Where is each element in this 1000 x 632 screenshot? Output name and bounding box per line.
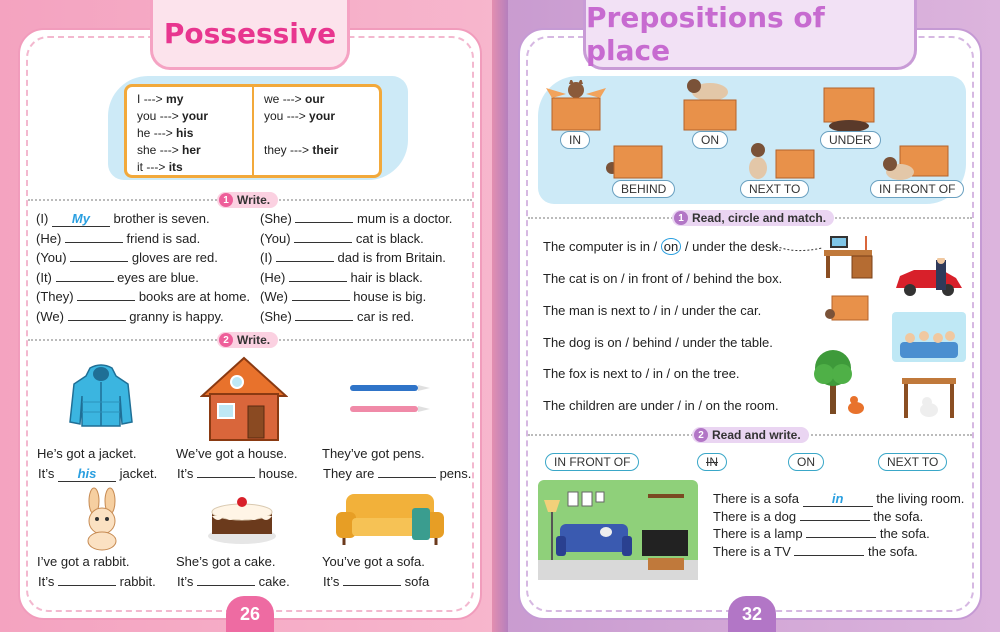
answer-blank[interactable] [800,509,870,521]
sentence-text: rabbit. [119,574,156,589]
word-bank-on: ON [788,453,824,471]
match-line [774,236,824,256]
cat-in-front-of-box-icon [880,142,950,182]
item-answer-line [38,574,156,589]
sentence-text: house is big. [353,289,427,304]
item-statement: They’ve got pens. [322,446,425,461]
sentence-text: cake. [258,574,290,589]
sentence-text: It’s [177,466,194,481]
sentence-text: the sofa. [879,526,930,541]
sentence-3[interactable]: The man is next to / in / under the car. [543,303,762,318]
pronoun-cue: (She) [260,211,292,226]
answer-blank[interactable] [65,231,123,243]
sentence-text: cat is black. [355,230,424,246]
item-answer-line [323,574,429,589]
answer-blank[interactable] [294,231,352,243]
sentence-text: the living room. [876,491,965,506]
sentence-2[interactable]: The cat is on / in front of / behind the box. [543,271,783,286]
dog-under-table-icon [900,376,958,420]
pronoun-row: you ---> your [264,109,336,123]
exercise-instruction: Write. [237,193,271,207]
sentence-text: the sofa. [868,543,918,559]
children-in-room-icon [892,312,966,362]
cat-behind-box-icon [604,144,664,180]
sentence-text: There is a dog [713,508,797,524]
cat-under-box-icon [816,86,882,132]
sentence-4[interactable]: The dog is on / behind / under the table. [543,335,773,350]
answer-blank[interactable] [806,526,876,538]
jacket-icon [66,362,136,430]
item-statement: I’ve got a rabbit. [37,554,130,569]
exercise-2-header [217,332,278,348]
sentence-text: There is a lamp [713,526,803,541]
sentence-text: granny is happy. [129,308,224,324]
word-bank-in: IN [697,453,727,471]
sentence-text: hair is black. [350,269,423,285]
answer-blank[interactable] [68,309,126,321]
sentence-text: It’s [323,574,340,589]
exercise-row [36,231,200,246]
pronoun-cue: (We) [260,289,288,304]
pronoun-column-singular [127,87,252,175]
answer-blank[interactable] [197,466,255,478]
cat-next-to-box-icon [742,138,816,180]
sentence-text: the sofa. [873,508,924,524]
pronoun-cue: (I) [260,250,273,265]
sentence-text: It’s [38,574,55,589]
exercise-row [260,250,446,265]
pronoun-row: she ---> her [137,143,201,157]
item-statement: You’ve got a sofa. [322,554,425,569]
pens-icon [346,380,436,420]
circled-answer[interactable]: on [661,238,681,255]
answer-blank[interactable] [295,211,353,223]
cake-icon [206,490,278,546]
fill-sentence [713,544,918,559]
pronoun-row: you ---> your [137,109,209,123]
prep-label-in-front-of: IN FRONT OF [870,180,964,198]
pronoun-cue: (He) [36,230,62,246]
prep-label-under: UNDER [820,131,881,149]
item-statement: He’s got a jacket. [37,446,137,461]
answer-blank[interactable] [77,289,135,301]
pronoun-cue: (We) [36,308,64,324]
item-statement: We’ve got a house. [176,446,288,461]
exercise-instruction: Read and write. [712,428,801,442]
pronoun-cue: (You) [260,230,291,246]
pronoun-column-plural [252,87,379,175]
exercise-row [260,211,452,226]
answer-blank[interactable] [70,250,128,262]
pronoun-cue: (It) [36,269,52,285]
rabbit-icon [80,487,124,551]
page-number-left: 26 [226,596,274,632]
answer-blank[interactable] [292,289,350,301]
pronoun-table [124,84,382,178]
fill-sentence [713,526,930,541]
answer-blank[interactable] [58,574,116,586]
pronoun-cue: (She) [260,308,292,324]
filled-answer[interactable]: in [803,491,873,507]
pronoun-row: we ---> our [264,92,325,106]
pronoun-row: they ---> their [264,143,339,157]
exercise-row [36,309,224,324]
sentence-text: house. [258,466,298,481]
exercise-number: 2 [694,428,708,442]
sentence-6[interactable]: The children are under / in / on the room. [543,398,779,413]
exercise-row [36,270,199,285]
sentence-text: dad is from Britain. [337,250,446,265]
prep-label-in: IN [560,131,590,149]
pronoun-cue: (He) [260,269,286,285]
pronoun-cue: (They) [36,289,74,304]
item-statement: She’s got a cake. [176,554,276,569]
fox-next-to-tree-icon [814,344,874,416]
computer-on-desk-icon [822,232,876,280]
house-icon [200,356,288,442]
exercise-number: 2 [219,333,233,347]
prep-label-behind: BEHIND [612,180,675,198]
word-bank-in-front-of: IN FRONT OF [545,453,639,471]
filled-answer[interactable]: My [52,211,110,227]
answer-blank[interactable] [289,270,347,282]
sentence-text: It’s [177,574,194,589]
cat-behind-box-small-icon [822,294,878,322]
cat-in-box-icon [546,80,606,132]
answer-blank[interactable] [295,309,353,321]
sentence-text: eyes are blue. [117,269,199,285]
answer-blank[interactable] [197,574,255,586]
filled-answer[interactable]: his [58,466,116,482]
cat-on-box-icon [680,76,740,132]
sofa-icon [332,490,448,546]
sentence-text: car is red. [357,308,415,324]
exercise-row [260,270,423,285]
prep-label-on: ON [692,131,728,149]
word-bank-next-to: NEXT TO [878,453,947,471]
living-room-icon [538,480,698,580]
fill-sentence [713,491,964,507]
pronoun-cue: (You) [36,250,67,265]
page-title-prepositions: Prepositions of place [583,0,917,70]
exercise-row [260,289,426,304]
item-answer-line [323,466,471,481]
sentence-text: They are [323,466,375,481]
exercise-row [260,309,414,324]
sentence-text: gloves are red. [131,250,218,265]
answer-blank[interactable] [794,544,864,556]
pronoun-cue: (I) [36,211,49,226]
pronoun-row: it ---> its [137,160,183,174]
exercise-row [36,289,250,304]
exercise-1-header [217,192,278,208]
sentence-1: The computer is in / on / under the desk. [543,239,782,254]
sentence-5[interactable]: The fox is next to / in / on the tree. [543,366,740,381]
item-answer-line [177,466,298,481]
exercise-1-header [672,210,834,226]
exercise-row [260,231,424,246]
answer-blank[interactable] [343,574,401,586]
sentence-text: sofa [404,574,430,589]
sentence-text: friend is sad. [126,230,201,246]
answer-blank[interactable] [56,270,114,282]
pronoun-row: he ---> his [137,126,194,140]
sentence-text: It’s [38,466,55,481]
page-number-right: 32 [728,596,776,632]
exercise-row [36,211,210,227]
exercise-instruction: Write. [237,333,271,347]
sentence-text: pens. [439,466,472,481]
sentence-text: books are at home. [138,289,251,304]
pronoun-row: I ---> my [137,92,184,106]
exercise-number: 1 [219,193,233,207]
man-next-to-car-icon [892,258,966,298]
exercise-number: 1 [674,211,688,225]
sentence-text: jacket. [119,466,158,481]
exercise-instruction: Read, circle and match. [692,211,827,225]
sentence-text: brother is seven. [113,211,210,226]
sentence-text: mum is a doctor. [357,211,453,226]
item-answer-line [177,574,290,589]
page-title-possessive: Possessive [150,0,350,70]
answer-blank[interactable] [276,250,334,262]
book-spine [492,0,508,632]
exercise-row [36,250,218,265]
answer-blank[interactable] [378,466,436,478]
prep-label-next-to: NEXT TO [740,180,809,198]
exercise-2-header [692,427,809,443]
sentence-text: There is a TV [713,543,791,559]
fill-sentence [713,509,923,524]
sentence-text: There is a sofa [713,491,799,506]
item-answer-line [38,466,157,482]
